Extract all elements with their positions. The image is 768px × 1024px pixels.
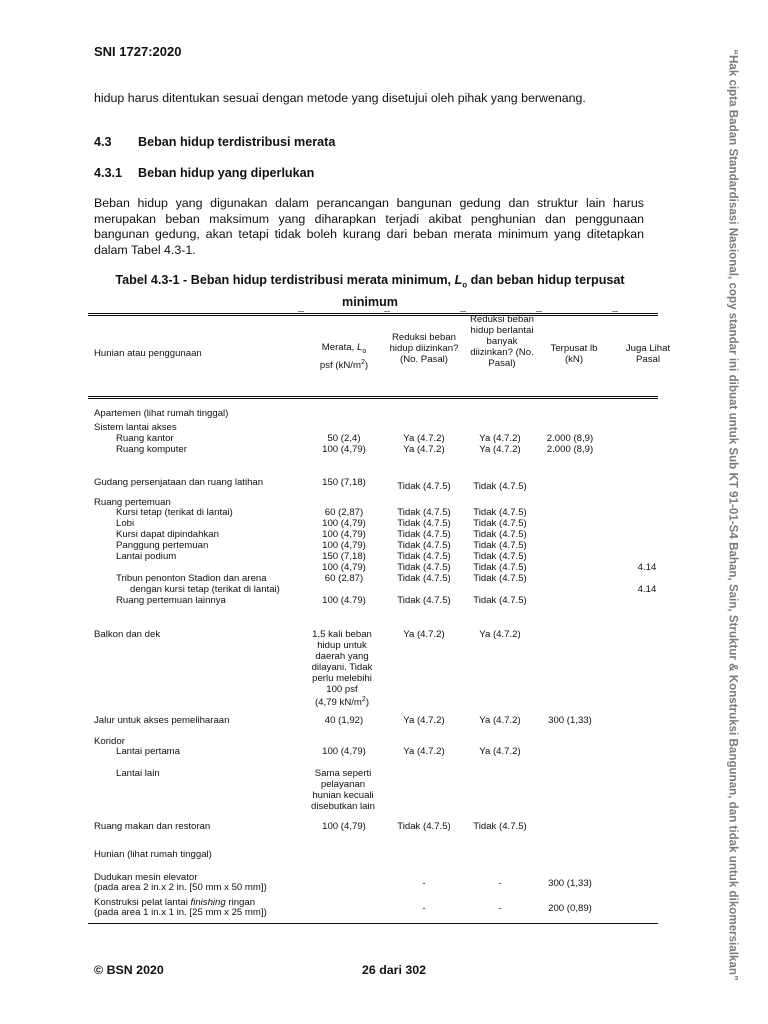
table-top-rule xyxy=(88,313,658,314)
table-cell-red: - xyxy=(422,903,426,914)
table-row-label: Jalur untuk akses pemeliharaan xyxy=(94,715,230,726)
load-table xyxy=(88,310,671,930)
table-cell-multi: Tidak (4.7.5) xyxy=(473,562,527,573)
table-cell-red: Tidak (4.7.5) xyxy=(397,821,451,832)
table-cell-uniform: 150 (7,18) xyxy=(322,551,366,562)
table-cell-multi: Tidak (4.7.5) xyxy=(473,821,527,832)
copyright-sidebar xyxy=(722,20,744,1010)
table-row-label: Ruang pertemuan xyxy=(94,497,171,508)
table-cell-red: Tidak (4.7.5) xyxy=(397,595,451,606)
table-row-label: Koridor xyxy=(94,736,125,747)
header-uniform-sub: o xyxy=(362,347,367,355)
intro-paragraph: hidup harus ditentukan sesuai dengan metode yang disetujui oleh pihak yang berwenang. xyxy=(94,91,586,105)
table-cell-red: Tidak (4.7.5) xyxy=(397,573,451,584)
table-cell-red: Tidak (4.7.5) xyxy=(397,540,451,551)
section-title: Beban hidup yang diperlukan xyxy=(138,166,315,180)
table-row-label: Kursi tetap (terikat di lantai) xyxy=(116,507,233,518)
table-cell-conc: 2.000 (8,9) xyxy=(546,433,594,444)
header-concentrated: Terpusat lb (kN) xyxy=(550,343,598,365)
table-row-label: Kursi dapat dipindahkan xyxy=(116,529,219,540)
label-text: ringan xyxy=(225,897,256,908)
table-row-label: Lantai podium xyxy=(116,551,177,562)
section-number: 4.3.1 xyxy=(94,166,123,180)
table-cell-uniform: 50 (2,4) xyxy=(327,433,361,444)
label-emphasis: finishing xyxy=(190,897,226,908)
cell-sup: 2 xyxy=(361,696,366,704)
table-row-label: (pada area 1 in.x 1 in. [25 mm x 25 mm]) xyxy=(94,907,267,918)
table-cell-multi: Tidak (4.7.5) xyxy=(473,540,527,551)
section-heading-4-3-1 xyxy=(94,166,314,180)
table-cell-multi: Tidak (4.7.5) xyxy=(473,529,527,540)
cell-text: ) xyxy=(365,697,370,709)
table-row-label: Sistem lantai akses xyxy=(94,422,177,433)
table-cell-multi: Tidak (4.7.5) xyxy=(473,507,527,518)
header-multi-reduction: Reduksi beban hidup berlantai banyak diizinkan? (No. Pasal) xyxy=(469,314,534,369)
table-row-label: dengan kursi tetap (terikat di lantai) xyxy=(130,584,280,595)
table-cell-red: Tidak (4.7.5) xyxy=(397,529,451,540)
header-reduction: Reduksi beban hidup diizinkan? (No. Pasal) xyxy=(389,332,459,365)
label-text: Konstruksi pelat lantai xyxy=(94,897,191,908)
table-cell-red: Ya (4.7.2) xyxy=(403,433,445,444)
cell-text: 1,5 kali beban hidup untuk daerah yang dilayani. Tidak perlu melebihi 100 psf xyxy=(311,629,373,695)
caption-subscript: o xyxy=(462,280,468,290)
table-cell-multi: Tidak (4.7.5) xyxy=(473,518,527,529)
table-cell-uniform: 40 (1,92) xyxy=(324,715,364,726)
section-heading-4-3 xyxy=(94,135,335,149)
table-cell-red: Tidak (4.7.5) xyxy=(397,481,451,492)
table-row-label: Lobi xyxy=(116,518,135,529)
table-cell-red: Tidak (4.7.5) xyxy=(397,551,451,562)
table-cell-see: 4.14 xyxy=(637,562,657,573)
table-cell-red: Tidak (4.7.5) xyxy=(397,562,451,573)
footer-copyright: © BSN 2020 xyxy=(94,963,164,977)
table-row-label: Gudang persenjataan dan ruang latihan xyxy=(94,477,264,488)
table-row-label: Ruang pertemuan lainnya xyxy=(116,595,226,606)
header-uniform xyxy=(302,343,386,372)
table-caption xyxy=(90,272,650,310)
table-cell-uniform: 60 (2.87) xyxy=(324,573,364,584)
table-row-label: Balkon dan dek xyxy=(94,629,161,640)
table-row-label: Dudukan mesin elevator xyxy=(94,872,198,883)
table-row-label: (pada area 2 in.x 2 in. [50 mm x 50 mm]) xyxy=(94,882,267,893)
header-see-section: Juga Lihat Pasal xyxy=(625,343,671,365)
table-row-label: Ruang kantor xyxy=(116,433,174,444)
table-bottom-rule xyxy=(88,923,658,924)
header-uniform-sup: 2 xyxy=(360,358,365,366)
table-cell-multi: Tidak (4.7.5) xyxy=(473,595,527,606)
table-cell-uniform: 150 (7,18) xyxy=(322,477,366,488)
table-cell-conc: 300 (1,33) xyxy=(548,715,592,726)
table-cell-multi: Ya (4.7.2) xyxy=(479,444,521,455)
table-cell-uniform: Sama seperti pelayanan hunian kecuali disebutkan lain xyxy=(310,768,375,812)
table-cell-conc: 2.000 (8,9) xyxy=(546,444,594,455)
caption-text: Tabel 4.3-1 - Beban hidup terdistribusi merata minimum, xyxy=(115,273,455,287)
header-uniform-symbol: L xyxy=(356,342,363,353)
page-number: 26 dari 302 xyxy=(362,963,427,977)
table-cell-uniform: 100 (4,79) xyxy=(322,540,366,551)
table-cell-uniform: 100 (4,79) xyxy=(322,518,366,529)
table-cell-uniform: 100 (4,79) xyxy=(322,529,366,540)
table-cell-multi: Ya (4.7.2) xyxy=(479,746,521,757)
header-occupancy: Hunian atau penggunaan xyxy=(94,348,202,359)
table-cell-red: Ya (4.7.2) xyxy=(403,444,445,455)
table-cell-red: Ya (4.7.2) xyxy=(403,715,445,726)
table-cell-multi: Ya (4.7.2) xyxy=(479,629,521,640)
table-cell-uniform: 100 (4,79) xyxy=(322,746,366,757)
table-cell-conc: 300 (1,33) xyxy=(548,878,592,889)
table-cell-multi: Tidak (4.7.5) xyxy=(473,573,527,584)
table-row-label: Apartemen (lihat rumah tinggal) xyxy=(94,408,229,419)
table-cell-red: Tidak (4.7.5) xyxy=(397,518,451,529)
section-title: Beban hidup terdistribusi merata xyxy=(138,135,336,149)
table-row-label: Ruang makan dan restoran xyxy=(94,821,211,832)
header-uniform-unit: psf (kN/m xyxy=(319,360,361,371)
table-cell-uniform: 100 (4,79) xyxy=(322,562,366,573)
table-cell-multi: Tidak (4.7.5) xyxy=(473,481,527,492)
table-row-label: Lantai pertama xyxy=(116,746,180,757)
table-cell-red: Ya (4.7.2) xyxy=(403,746,445,757)
document-code: SNI 1727:2020 xyxy=(94,44,182,59)
table-cell-multi: Ya (4.7.2) xyxy=(479,715,521,726)
table-cell-multi: - xyxy=(498,878,502,889)
section-number: 4.3 xyxy=(94,135,112,149)
table-cell-multi: Tidak (4.7.5) xyxy=(473,551,527,562)
table-cell-uniform: 100 (4,79) xyxy=(322,444,366,455)
body-paragraph: Beban hidup yang digunakan dalam perancangan bangunan gedung dan struktur lain harus merupakan beban maksimum yang diharapkan terjadi akibat penghunian dan penggunaan bangunan gedung, akan tetapi tidak boleh kurang dari beban merata minimum yang ditetapkan dalam Tabel 4.3-1. xyxy=(94,196,644,257)
table-cell-multi: - xyxy=(498,903,502,914)
table-row-label: Tribun penonton Stadion dan arena xyxy=(116,573,267,584)
table-row-label: Lantai lain xyxy=(116,768,160,779)
table-cell-red: Tidak (4.7.5) xyxy=(397,507,451,518)
table-cell-multi: Ya (4.7.2) xyxy=(479,433,521,444)
caption-symbol: L xyxy=(454,273,463,287)
copyright-notice: “Hak cipta Badan Standardisasi Nasional, copy standar ini dibuat untuk Sub KT 91-01-S4 Bahan, Sain, Struktur & Konstruksi Bangunan, dan tidak untuk dikomersialkan” xyxy=(726,49,740,981)
table-cell-red: Ya (4.7.2) xyxy=(403,629,445,640)
table-row-label: Panggung pertemuan xyxy=(116,540,209,551)
table-header-rule xyxy=(88,396,658,397)
table-row-label: Hunian (lihat rumah tinggal) xyxy=(94,849,212,860)
header-uniform-text: Merata, xyxy=(321,342,357,353)
table-cell-uniform xyxy=(306,630,378,710)
cell-text: (4,79 kN/m xyxy=(314,697,362,709)
table-cell-uniform: 60 (2,87) xyxy=(324,507,364,518)
header-uniform-close: ) xyxy=(364,360,369,371)
caption-text: dan beban hidup terpusat minimum xyxy=(342,273,625,309)
table-cell-conc: 200 (0,89) xyxy=(548,903,592,914)
table-cell-uniform: 100 (4,79) xyxy=(322,821,366,832)
table-cell-see: 4.14 xyxy=(637,584,657,595)
table-cell-uniform: 100 (4.79) xyxy=(322,595,366,606)
table-row-label: Ruang komputer xyxy=(116,444,187,455)
table-cell-red: - xyxy=(422,878,426,889)
